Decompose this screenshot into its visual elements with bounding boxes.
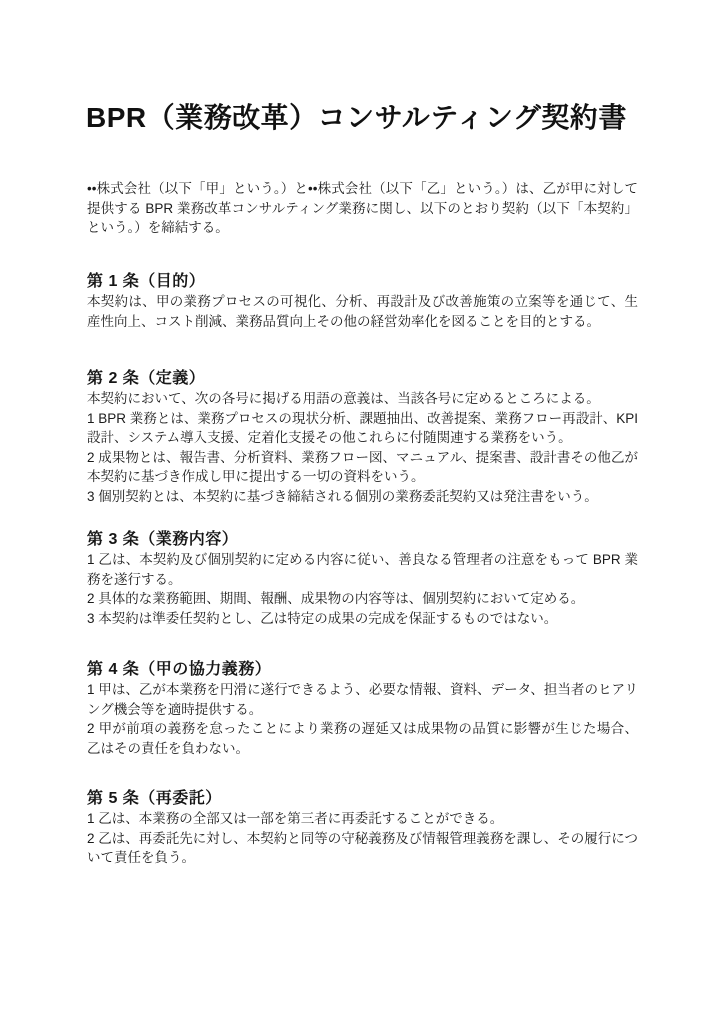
article-3-paragraph-1: 1 乙は、本契約及び個別契約に定める内容に従い、善良なる管理者の注意をもって BPR 業務を遂行する。 xyxy=(87,552,638,587)
article-4-paragraph-2: 2 甲が前項の義務を怠ったことにより業務の遅延又は成果物の品質に影響が生じた場合、乙はその責任を負わない。 xyxy=(87,721,638,756)
article-2-definitions xyxy=(87,368,638,506)
article-2-paragraph-4: 3 個別契約とは、本契約に基づき締結される個別の業務委託契約又は発注書をいう。 xyxy=(87,488,598,504)
article-3-paragraph-3: 3 本契約は準委任契約とし、乙は特定の成果の完成を保証するものではない。 xyxy=(87,610,558,626)
article-3-heading: 第 3 条（業務内容） xyxy=(87,531,239,548)
article-5-paragraph-1: 1 乙は、本業務の全部又は一部を第三者に再委託することができる。 xyxy=(87,811,504,826)
article-4-client-cooperation xyxy=(87,659,638,758)
article-3-scope-of-services xyxy=(87,529,638,628)
article-2-paragraph-1: 本契約において、次の各号に掲げる用語の意義は、当該各号に定めるところによる。 xyxy=(87,391,600,406)
article-3-paragraph-2: 2 具体的な業務範囲、期間、報酬、成果物の内容等は、個別契約において定める。 xyxy=(87,591,585,606)
document-title: BPR（業務改革）コンサルティング契約書 xyxy=(86,102,627,133)
article-1-paragraph-1: 本契約は、甲の業務プロセスの可視化、分析、再設計及び改善施策の立案等を通じて、生産性向上、コスト削減、業務品質向上その他の経営効率化を図ることを目的とする。 xyxy=(87,294,638,329)
article-5-subcontracting xyxy=(87,788,638,868)
article-5-heading: 第 5 条（再委託） xyxy=(87,790,222,807)
article-4-paragraph-1: 1 甲は、乙が本業務を円滑に遂行できるよう、必要な情報、資料、データ、担当者のヒアリング機会等を適時提供する。 xyxy=(87,682,638,717)
article-5-paragraph-2: 2 乙は、再委託先に対し、本契約と同等の守秘義務及び情報管理義務を課し、その履行について責任を負う。 xyxy=(87,830,638,865)
article-1-heading: 第 1 条（目的） xyxy=(87,273,206,290)
article-2-paragraph-3: 2 成果物とは、報告書、分析資料、業務フロー図、マニュアル、提案書、設計書その他乙が本契約に基づき作成し甲に提出する一切の資料をいう。 xyxy=(87,449,638,484)
preamble-paragraph: ••株式会社（以下「甲」という。）と••株式会社（以下「乙」という。）は、乙が甲に対して提供する BPR 業務改革コンサルティング業務に関し、以下のとおり契約（以下「本契約」という。）を締結する。 xyxy=(87,181,638,235)
article-1-purpose xyxy=(87,271,638,331)
article-4-heading: 第 4 条（甲の協力義務） xyxy=(87,661,272,678)
article-2-heading: 第 2 条（定義） xyxy=(87,370,206,387)
article-2-paragraph-2: 1 BPR 業務とは、業務プロセスの現状分析、課題抽出、改善提案、業務フロー再設計、KPI 設計、システム導入支援、定着化支援その他これらに付随関連する業務をいう。 xyxy=(87,410,638,445)
